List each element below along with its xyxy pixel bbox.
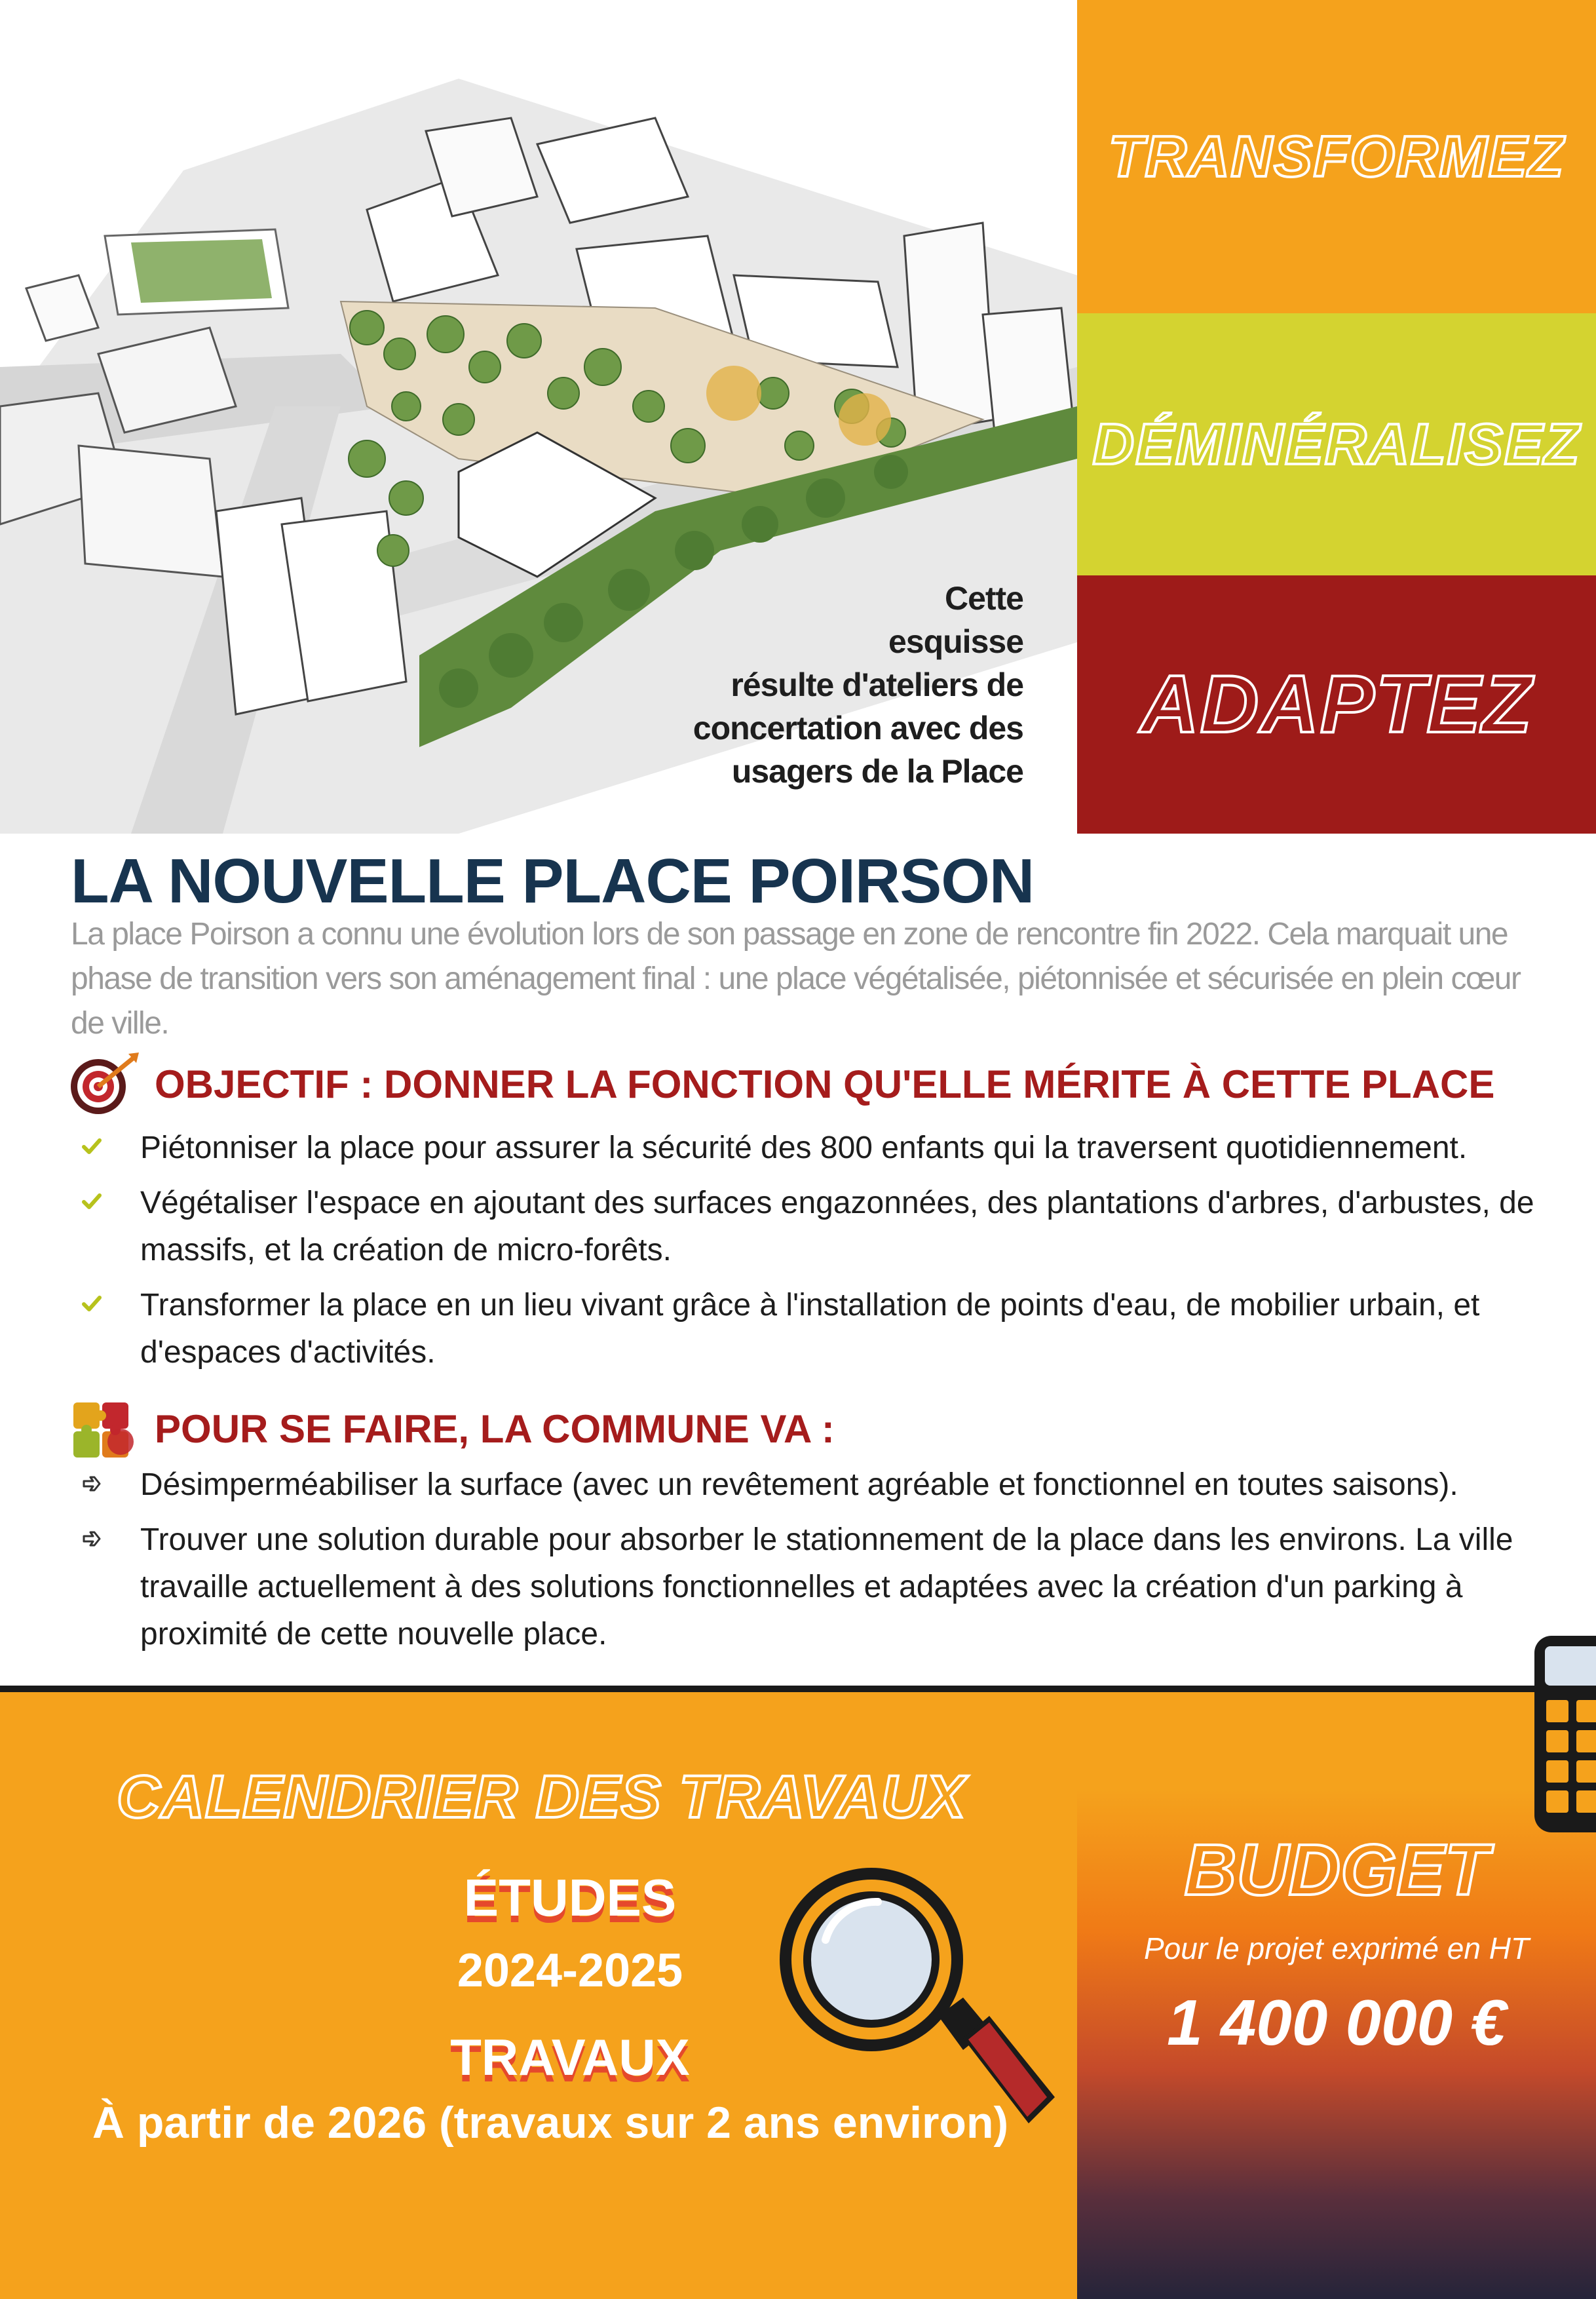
calendar-works-label: TRAVAUX <box>450 2028 690 2086</box>
check-icon <box>80 1190 104 1214</box>
urban-sketch <box>0 0 1077 834</box>
objective-item-text: Végétaliser l'espace en ajoutant des surfaces engazonnées, des plantations d'arbres, d'arbustes, de massifs, et la création de micro-forêts. <box>140 1186 1534 1267</box>
budget-subtitle: Pour le projet exprimé en HT <box>1143 1931 1530 1965</box>
intro-paragraph: La place Poirson a connu une évolution lors de son passage en zone de rencontre fin 2022. Cela marquait une phase de transition vers son aménagement final : une place végétalisée, piétonnisée et sécurisée en plein cœur de ville. <box>71 917 1521 1041</box>
check-icon <box>80 1135 104 1159</box>
objective-item-text: Piétonniser la place pour assurer la sécurité des 800 enfants qui la traversent quotidiennement. <box>140 1130 1468 1165</box>
sketch-caption <box>604 577 1023 793</box>
calendar-studies-years: 2024-2025 <box>457 1944 683 1997</box>
banner-adapt <box>1077 575 1596 834</box>
caption-line: usagers de la Place <box>731 753 1023 790</box>
actions-heading-label: POUR SE FAIRE, LA COMMUNE VA : <box>155 1406 835 1451</box>
actions-heading <box>68 1396 835 1461</box>
puzzle-icon <box>68 1396 140 1461</box>
list-item <box>71 1180 1551 1274</box>
action-item-text: Désimperméabiliser la surface (avec un revêtement agréable et fonctionnel en toutes saisons). <box>140 1467 1458 1502</box>
list-item <box>71 1461 1551 1509</box>
banner-demineralise <box>1077 313 1596 575</box>
calculator-icon <box>1530 1632 1596 1842</box>
hand-pointer-icon <box>80 1527 104 1551</box>
banner-transform <box>1077 0 1596 313</box>
caption-line: Cette <box>944 580 1023 617</box>
list-item <box>71 1517 1551 1658</box>
budget-amount: 1 400 000 € <box>1167 1986 1506 2058</box>
action-item-text: Trouver une solution durable pour absorber le stationnement de la place dans les environs. La ville travaille actuellement à des solutions fonctionnelles et adaptées avec la création d'un parking à proximité de cette nouvelle place. <box>140 1522 1513 1652</box>
objective-heading-label: OBJECTIF : DONNER LA FONCTION QU'ELLE MÉRITE À CETTE PLACE <box>155 1062 1495 1106</box>
page-title: LA NOUVELLE PLACE POIRSON <box>71 846 1035 916</box>
target-icon <box>68 1051 140 1117</box>
check-icon <box>80 1292 104 1316</box>
caption-line: esquisse <box>888 623 1023 660</box>
banner-transform-label: TRANSFORMEZ <box>1108 124 1565 189</box>
list-item <box>71 1282 1551 1376</box>
divider <box>0 1686 1596 1692</box>
banner-demineralise-label: DÉMINÉRALISEZ <box>1092 412 1581 476</box>
list-item <box>71 1125 1551 1172</box>
objective-heading <box>68 1051 1494 1117</box>
calendar-works-dates: À partir de 2026 (travaux sur 2 ans environ) <box>92 2098 1009 2148</box>
objective-item-text: Transformer la place en un lieu vivant grâce à l'installation de points d'eau, de mobilier urbain, et d'espaces d'activités. <box>140 1288 1480 1370</box>
budget-title: BUDGET <box>1184 1830 1489 1910</box>
objective-list <box>71 1125 1551 1384</box>
hand-pointer-icon <box>80 1472 104 1496</box>
calendar-studies-label: ÉTUDES <box>463 1868 677 1927</box>
actions-list <box>71 1461 1551 1666</box>
caption-line: résulte d'ateliers de <box>731 667 1023 703</box>
calendar-title: CALENDRIER DES TRAVAUX <box>117 1764 966 1830</box>
magnifier-icon <box>767 1861 1061 2150</box>
banner-adapt-label: ADAPTEZ <box>1140 659 1533 750</box>
caption-line: concertation avec des <box>693 710 1023 746</box>
